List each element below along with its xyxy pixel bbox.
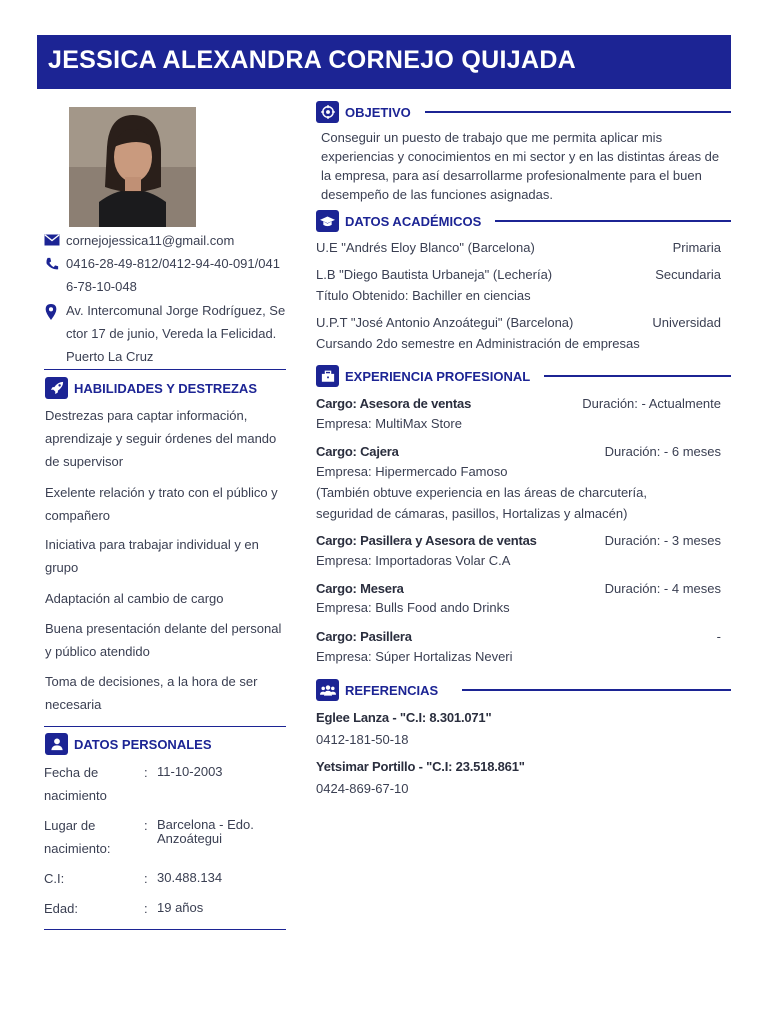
job-extra: (También obtuve experiencia en las áreas de charcutería, seguridad de cámaras, pasillos, Hortalizas y almacén) bbox=[316, 485, 647, 521]
reference-phone: 0412-181-50-18 bbox=[316, 732, 409, 747]
skill-item: Exelente relación y trato con el público y compañero bbox=[45, 485, 278, 523]
colon: : bbox=[144, 818, 148, 833]
reference-name: Eglee Lanza - "C.I: 8.301.071" bbox=[316, 710, 492, 725]
candidate-name-banner bbox=[37, 35, 731, 89]
references-heading: REFERENCIAS bbox=[316, 679, 731, 701]
colon: : bbox=[144, 871, 148, 886]
skill-item: Adaptación al cambio de cargo bbox=[45, 591, 224, 606]
personal-value: 11-10-2003 bbox=[157, 764, 223, 779]
reference-phone: 0424-869-67-10 bbox=[316, 781, 409, 796]
academic-detail: Título Obtenido: Bachiller en ciencias bbox=[316, 288, 531, 303]
job-title: Cargo: Asesora de ventas bbox=[316, 396, 472, 411]
phone-text: 0416-28-49-812/0412-94-40-091/0416-78-10-048 bbox=[66, 256, 280, 294]
skill-item: Destrezas para captar información, aprendizaje y seguir órdenes del mando de supervisor bbox=[45, 408, 277, 469]
skills-heading: HABILIDADES Y DESTREZAS bbox=[45, 377, 295, 399]
job-company: Empresa: Hipermercado Famoso bbox=[316, 464, 508, 479]
academic-level: Secundaria bbox=[655, 267, 721, 282]
heading-line bbox=[495, 220, 731, 222]
personal-data-heading: DATOS PERSONALES bbox=[45, 733, 295, 755]
contact-address-row bbox=[44, 299, 286, 368]
objective-text: Conseguir un puesto de trabajo que me permita aplicar mis experiencias y conocimientos en mi sector y en las distintas áreas de la empresa, para así desarrollarme profesionalmente para el buen desempeño de las funciones asignadas. bbox=[321, 130, 720, 202]
personal-value: 19 años bbox=[157, 900, 204, 915]
job-title: Cargo: Mesera bbox=[316, 581, 404, 596]
divider bbox=[44, 369, 286, 370]
job-duration: Duración: - 3 meses bbox=[604, 533, 721, 548]
heading-line bbox=[425, 111, 731, 113]
academic-school: U.P.T "José Antonio Anzoátegui" (Barcelona) bbox=[316, 315, 574, 330]
personal-label: Lugar de nacimiento: bbox=[44, 818, 111, 856]
job-company: Empresa: MultiMax Store bbox=[316, 416, 462, 431]
target-icon bbox=[316, 101, 339, 123]
phone-icon bbox=[44, 252, 66, 298]
job-title: Cargo: Cajera bbox=[316, 444, 399, 459]
personal-label: C.I: bbox=[44, 871, 65, 886]
contact-phone-row bbox=[44, 252, 286, 298]
academic-school: L.B "Diego Bautista Urbaneja" (Lechería) bbox=[316, 267, 553, 282]
colon: : bbox=[144, 765, 148, 780]
person-icon bbox=[45, 733, 68, 755]
job-company: Empresa: Bulls Food ando Drinks bbox=[316, 600, 510, 615]
job-company: Empresa: Súper Hortalizas Neveri bbox=[316, 649, 513, 664]
contact-email-row bbox=[44, 229, 286, 252]
academic-school: U.E "Andrés Eloy Blanco" (Barcelona) bbox=[316, 240, 535, 255]
briefcase-icon bbox=[316, 365, 339, 387]
personal-value: Barcelona - Edo. Anzoátegui bbox=[157, 817, 254, 846]
personal-label: Fecha de nacimiento bbox=[44, 765, 107, 803]
address-text: Av. Intercomunal Jorge Rodríguez, Sector 17 de junio, Vereda la Felicidad. Puerto La Cruz bbox=[66, 303, 286, 364]
location-pin-icon bbox=[44, 299, 66, 368]
objective-heading: OBJETIVO bbox=[316, 101, 731, 123]
academic-level: Primaria bbox=[672, 240, 721, 255]
academic-heading: DATOS ACADÉMICOS bbox=[316, 210, 731, 232]
email-text[interactable]: cornejojessica11@gmail.com bbox=[66, 233, 235, 248]
colon: : bbox=[144, 901, 148, 916]
job-duration: - bbox=[716, 629, 721, 644]
skill-item: Iniciativa para trabajar individual y en grupo bbox=[45, 537, 259, 575]
academic-detail: Cursando 2do semestre en Administración de empresas bbox=[316, 336, 640, 351]
experience-heading: EXPERIENCIA PROFESIONAL bbox=[316, 365, 731, 387]
divider bbox=[44, 929, 286, 930]
mail-icon bbox=[44, 229, 66, 252]
job-title: Cargo: Pasillera y Asesora de ventas bbox=[316, 533, 537, 548]
skill-item: Buena presentación delante del personal y público atendido bbox=[45, 621, 282, 659]
profile-photo bbox=[69, 107, 196, 227]
heading-line bbox=[544, 375, 731, 377]
personal-label: Edad: bbox=[44, 901, 78, 916]
skill-item: Toma de decisiones, a la hora de ser necesaria bbox=[45, 674, 258, 712]
group-icon bbox=[316, 679, 339, 701]
candidate-name: JESSICA ALEXANDRA CORNEJO QUIJADA bbox=[48, 46, 577, 74]
rocket-icon bbox=[45, 377, 68, 399]
heading-line bbox=[462, 689, 731, 691]
personal-value: 30.488.134 bbox=[157, 870, 223, 885]
reference-name: Yetsimar Portillo - "C.I: 23.518.861" bbox=[316, 759, 525, 774]
job-title: Cargo: Pasillera bbox=[316, 629, 412, 644]
job-company: Empresa: Importadoras Volar C.A bbox=[316, 553, 511, 568]
divider bbox=[44, 726, 286, 727]
job-duration: Duración: - 6 meses bbox=[604, 444, 721, 459]
job-duration: Duración: - 4 meses bbox=[604, 581, 721, 596]
graduation-cap-icon bbox=[316, 210, 339, 232]
academic-level: Universidad bbox=[652, 315, 721, 330]
job-duration: Duración: - Actualmente bbox=[582, 396, 721, 411]
